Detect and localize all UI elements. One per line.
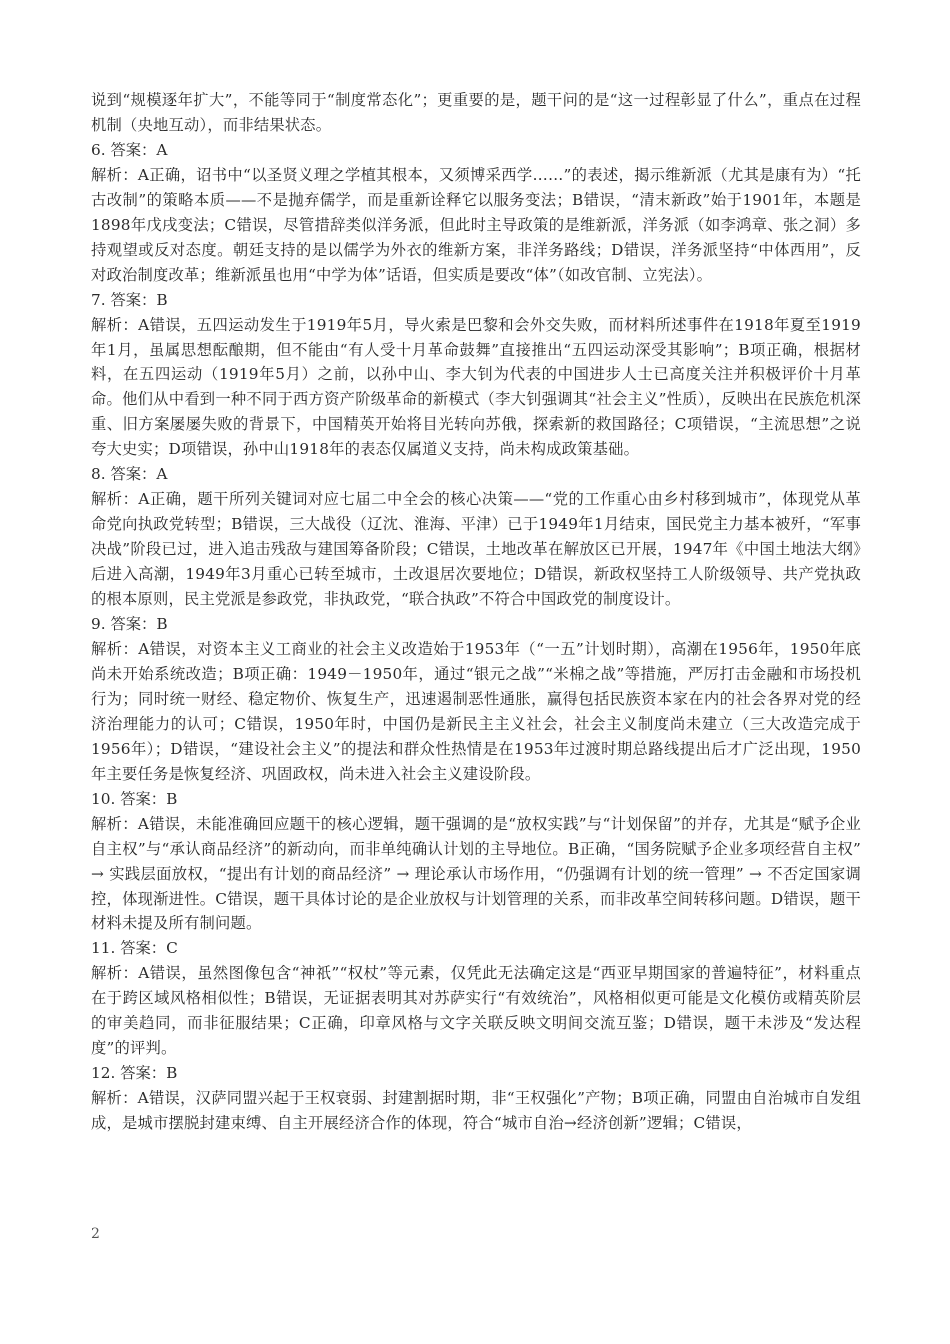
answer-line: 7. 答案：B [91,290,168,309]
answer-item-11 [91,936,861,1061]
answer-line: 11. 答案：C [91,939,178,958]
analysis-paragraph: 解析：A正确，题干所列关键词对应七届二中全会的核心决策——“党的工作重心由乡村移到城市”，体现党从革命党向执政党转型；B错误，三大战役（辽沈、淮海、平津）已于1949年1月结束，国民党主力基本被歼，“军事决战”阶段已过，进入追击残敌与建国筹备阶段；C错误，土地改革在解放区已开展，1947年《中国土地法大纲》后进入高潮，1949年3月重心已转至城市，土改退居次要地位；D错误，新政权坚持工人阶级领导、共产党执政的根本原则，民主党派是参政党，非执政党，“联合执政”不符合中国政党的制度设计。 [91,490,861,609]
analysis-paragraph: 解析：A错误，汉萨同盟兴起于王权衰弱、封建割据时期，非“王权强化”产物；B项正确，同盟由自治城市自发组成，是城市摆脱封建束缚、自主开展经济合作的体现，符合“城市自治→经济创新”逻辑；C错误， [91,1089,861,1133]
analysis-paragraph: 解析：A正确，诏书中“以圣贤义理之学植其根本，又须博采西学……”的表述，揭示维新派（尤其是康有为）“托古改制”的策略本质——不是抛弃儒学，而是重新诠释它以服务变法；B错误，“清末新政”始于1901年，本题是1898年戊戌变法；C错误，尽管措辞类似洋务派，但此时主导政策的是维新派，洋务派（如李鸿章、张之洞）多持观望或反对态度。朝廷支持的是以儒学为外衣的维新方案，非洋务路线；D错误，洋务派坚持“中体西用”，反对政治制度改革；维新派虽也用“中学为体”话语，但实质是要改“体”（如改官制、立宪法）。 [91,165,861,284]
answer-item-9 [91,612,861,787]
answer-line: 9. 答案：B [91,615,168,634]
analysis-paragraph: 解析：A错误，未能准确回应题干的核心逻辑，题干强调的是“放权实践”与“计划保留”的并存，尤其是“赋予企业自主权”与“承认商品经济”的新动向，而非单纯确认计划的主导地位。B正确，“国务院赋予企业多项经营自主权” → 实践层面放权，“提出有计划的商品经济” → 理论承认市场作用，“仍强调有计划的统一管理” → 不否定国家调控，体现渐进性。C错误，题干具体讨论的是企业放权与计划管理的关系，而非改革空间转移问题。D错误，题干材料未提及所有制问题。 [91,814,861,933]
answer-item-12 [91,1061,861,1136]
intro-paragraph: 说到“规模逐年扩大”，不能等同于“制度常态化”；更重要的是，题干问的是“这一过程彰显了什么”，重点在过程机制（央地互动），而非结果状态。 [91,91,861,134]
page-number: 2 [91,1226,100,1242]
analysis-paragraph: 解析：A错误，五四运动发生于1919年5月，导火索是巴黎和会外交失败，而材料所述事件在1918年夏至1919年1月，虽属思想酝酿期，但不能由“有人受十月革命鼓舞”直接推出“五四运动深受其影响”；B项正确，根据材料，在五四运动（1919年5月）之前，以孙中山、李大钊为代表的中国进步人士已高度关注并积极评价十月革命。他们从中看到一种不同于西方资产阶级革命的新模式（李大钊强调其“社会主义”性质），反映出在民族危机深重、旧方案屡屡失败的背景下，中国精英开始将目光转向苏俄，探索新的救国路径；C项错误，“主流思想”之说夸大史实；D项错误，孙中山1918年的表态仅属道义支持，尚未构成政策基础。 [91,315,861,459]
answer-item-8 [91,462,861,612]
answer-item-10 [91,787,861,937]
answer-line: 6. 答案：A [91,140,168,159]
answer-item-6 [91,138,861,288]
answer-line: 12. 答案：B [91,1064,178,1083]
answer-explanations [91,88,861,1136]
analysis-paragraph: 解析：A错误，对资本主义工商业的社会主义改造始于1953年（“一五”计划时期），高潮在1956年，1950年底尚未开始系统改造；B项正确：1949－1950年，通过“银元之战”“米棉之战”等措施，严厉打击金融和市场投机行为；同时统一财经、稳定物价、恢复生产，迅速遏制恶性通胀，赢得包括民族资本家在内的社会各界对党的经济治理能力的认可；C错误，1950年时，中国仍是新民主主义社会，社会主义制度尚未建立（三大改造完成于1956年）；D错误，“建设社会主义”的提法和群众性热情是在1953年过渡时期总路线提出后才广泛出现，1950年主要任务是恢复经济、巩固政权，尚未进入社会主义建设阶段。 [91,639,861,783]
answer-item-7 [91,288,861,463]
answer-line: 10. 答案：B [91,789,178,808]
analysis-paragraph: 解析：A错误，虽然图像包含“神祇”“权杖”等元素，仅凭此无法确定这是“西亚早期国家的普遍特征”，材料重点在于跨区域风格相似性；B错误，无证据表明其对苏萨实行“有效统治”，风格相似更可能是文化模仿或精英阶层的审美趋同，而非征服结果；C正确，印章风格与文字关联反映文明间交流互鉴；D错误，题干未涉及“发达程度”的评判。 [91,964,861,1058]
answer-line: 8. 答案：A [91,465,168,484]
